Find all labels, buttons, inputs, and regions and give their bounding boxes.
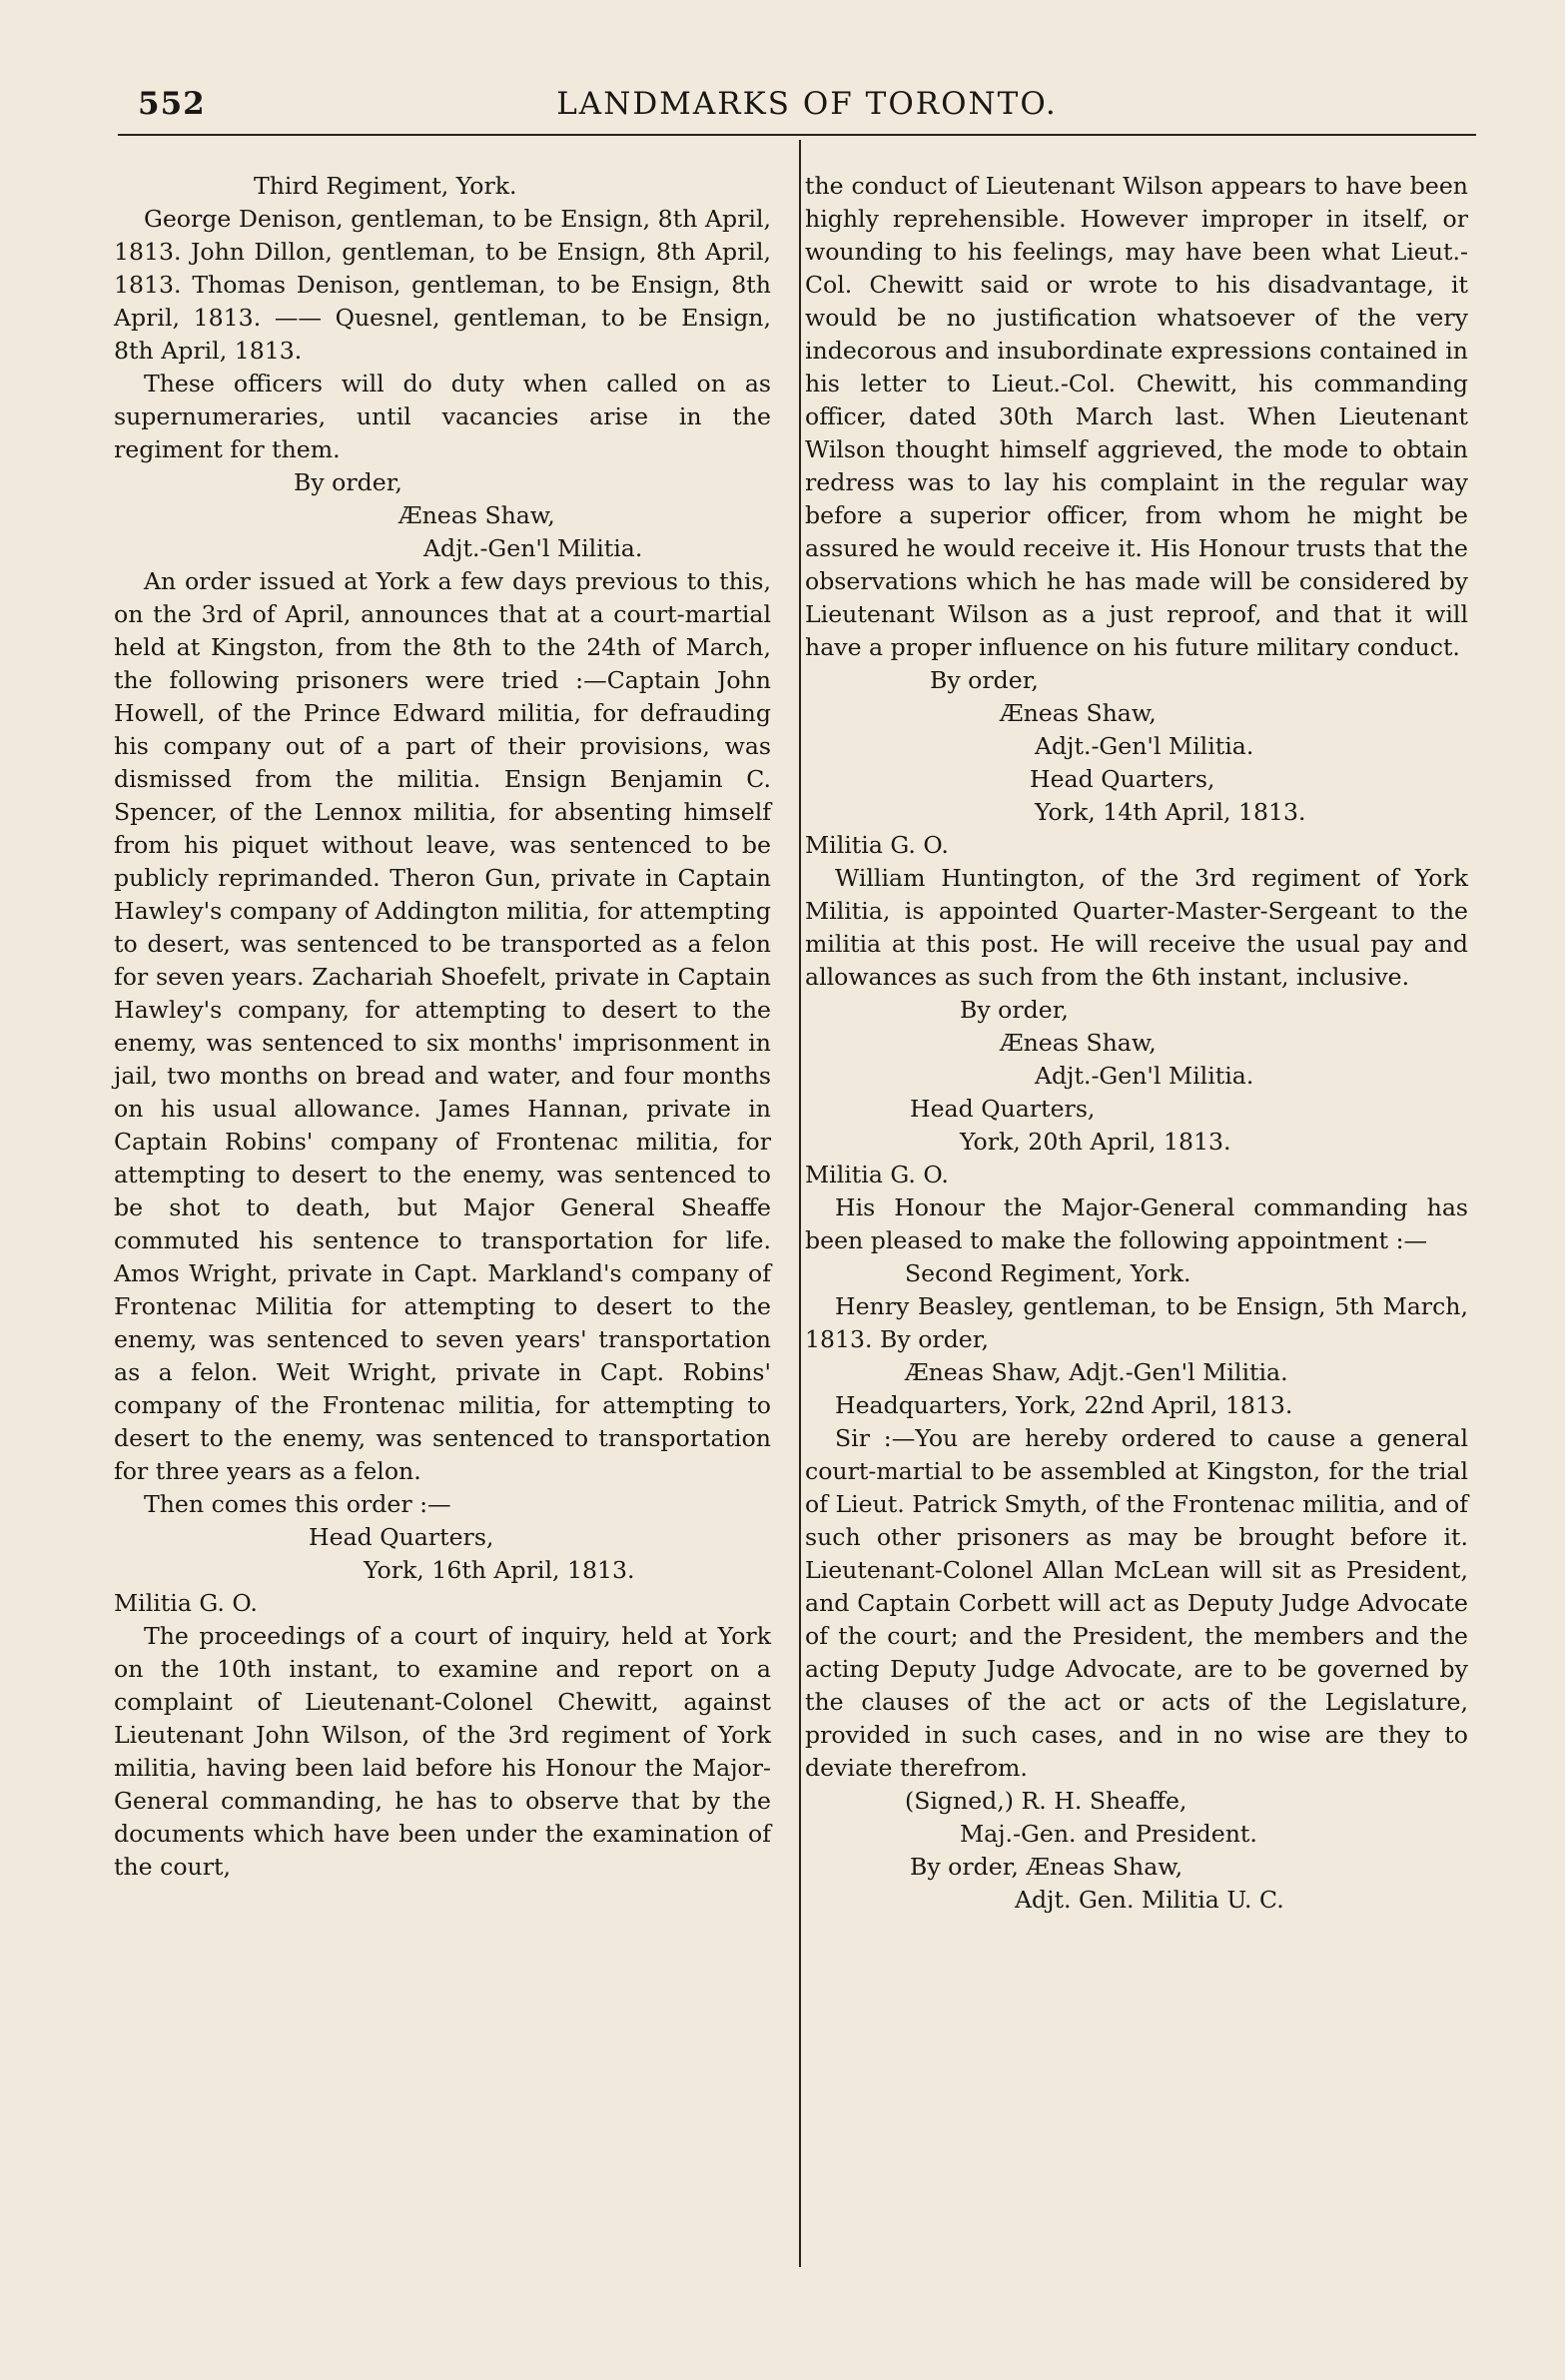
hq-2-date: York, 20th April, 1813. (960, 1128, 1231, 1156)
hq-2: Head Quarters, (910, 1095, 1096, 1123)
signer-2: Æneas Shaw, (1000, 1029, 1157, 1057)
signed: (Signed,) R. H. Sheaffe, (905, 1787, 1187, 1815)
militia-go-2: Militia G. O. (805, 1161, 949, 1189)
hq-1-date: York, 14th April, 1813. (1035, 798, 1306, 826)
page-header (138, 86, 1476, 130)
by-order-2: By order, (960, 996, 1069, 1024)
honour-para: His Honour the Major-General commanding has been pleased to make the following appointment :— (805, 1193, 1468, 1254)
militia-go: Militia G. O. (114, 1589, 258, 1617)
by-order: By order, (294, 468, 402, 496)
hq-1: Head Quarters, (1030, 765, 1215, 793)
then-comes: Then comes this order :— (144, 1490, 451, 1518)
by-order-final: By order, Æneas Shaw, (910, 1853, 1183, 1881)
signer-name: Æneas Shaw, (398, 501, 555, 529)
court-martial-para: An order issued at York a few days previous to this, on the 3rd of April, announces that at a court-martial held at Kingston, from the 8th to the 24th of March, the following prisoners were tried :—Captain John Howell, of the Prince Edward militia, for defrauding his company out of a part of their provisions, was dismissed from the militia. Ensign Benjamin C. Spencer, of the Lennox militia, for absenting himself from his piquet without leave, was sentenced to be publicly reprimanded. Theron Gun, private in Captain Hawley's company of Addington militia, for attempting to desert, was sentenced to be transported as a felon for seven years. Zachariah Shoefelt, private in Captain Hawley's company, for attempting to desert to the enemy, was sentenced to six months' imprisonment in jail, two months on bread and water, and four months on his usual allowance. James Hannan, private in Captain Robins' company of Frontenac militia, for attempting to desert to the enemy, was sentenced to be shot to death, but Major General Sheaffe commuted his sentence to transportation for life. Amos Wright, private in Capt. Markland's company of Frontenac Militia for attempting to desert to the enemy, was sentenced to seven years' transportation as a felon. Weit Wright, private in Capt. Robins' company of the Frontenac militia, for attempting to desert to the enemy, was sentenced to transportation for three years as a felon. (114, 567, 771, 1485)
hq-date: York, 16th April, 1813. (364, 1556, 635, 1584)
regiment-heading: Third Regiment, York. (254, 172, 517, 200)
by-order-1: By order, (930, 666, 1039, 694)
page-number: 552 (138, 86, 206, 122)
appointments-para: George Denison, gentleman, to be Ensign, 8th April, 1813. John Dillon, gentleman, to be Ensign, 8th April, 1813. Thomas Denison, gentleman, to be Ensign, 8th April, 1813. —— Quesnel, gentleman, to be Ensign, 8th April, 1813. (114, 205, 771, 365)
column-divider (799, 140, 801, 2267)
signed-title: Maj.-Gen. and President. (960, 1820, 1257, 1848)
beasley-para: Henry Beasley, gentleman, to be Ensign, 5th March, 1813. By order, (805, 1292, 1468, 1353)
inquiry-para: The proceedings of a court of inquiry, held at York on the 10th instant, to examine and report on a complaint of Lieutenant-Colonel Chewitt, against Lieutenant John Wilson, of the 3rd regiment of York militia, having been laid before his Honour the Major-General commanding, he has to observe that by the documents which have been under the examination of the court, (114, 1622, 771, 1881)
sir-para: Sir :—You are hereby ordered to cause a general court-martial to be assembled at Kingston, for the trial of Lieut. Patrick Smyth, of the Frontenac militia, and of such other prisoners as may be brought before it. Lieutenant-Colonel Allan McLean will sit as President, and Captain Corbett will act as Deputy Judge Advocate of the court; and the President, the members and the acting Deputy Judge Advocate, are to be governed by the clauses of the act or acts of the Legislature, provided in such cases, and in no wise are they to deviate therefrom. (805, 1424, 1468, 1782)
hq-heading: Head Quarters, (309, 1523, 494, 1551)
huntington-para: William Huntington, of the 3rd regiment of York Militia, is appointed Quarter-Master-Sergeant to the militia at this post. He will receive the usual pay and allowances as such from the 6th instant, inclusive. (805, 864, 1468, 991)
left-column (114, 170, 771, 1884)
regiment-2: Second Regiment, York. (905, 1259, 1191, 1287)
final-title: Adjt. Gen. Militia U. C. (1015, 1886, 1284, 1914)
signer-3: Æneas Shaw, Adjt.-Gen'l Militia. (905, 1358, 1288, 1386)
running-title: LANDMARKS OF TORONTO. (556, 86, 1058, 122)
header-rule (118, 134, 1476, 136)
inquiry-continued: the conduct of Lieutenant Wilson appears to have been highly reprehensible. However improper in itself, or wounding to his feelings, may have been what Lieut.-Col. Chewitt said or wrote to his disadvantage, it would be no justification whatsoever of the very indecorous and insubordinate expressions contained in his letter to Lieut.-Col. Chewitt, his commanding officer, dated 30th March last. When Lieutenant Wilson thought himself aggrieved, the mode to obtain redress was to lay his complaint in the regular way before a superior officer, from whom he might be assured he would receive it. His Honour trusts that the observations which he has made will be considered by Lieutenant Wilson as a just reproof, and that it will have a proper influence on his future military conduct. (805, 172, 1468, 661)
militia-go-1: Militia G. O. (805, 831, 949, 859)
right-column (805, 170, 1468, 1917)
signer-2-title: Adjt.-Gen'l Militia. (1035, 1062, 1254, 1090)
hq-3: Headquarters, York, 22nd April, 1813. (835, 1391, 1293, 1419)
signer-1-title: Adjt.-Gen'l Militia. (1035, 732, 1254, 760)
duty-para: These officers will do duty when called on as supernumeraries, until vacancies arise in the regiment for them. (114, 370, 771, 463)
signer-1: Æneas Shaw, (1000, 699, 1157, 727)
signer-title: Adjt.-Gen'l Militia. (423, 534, 643, 562)
